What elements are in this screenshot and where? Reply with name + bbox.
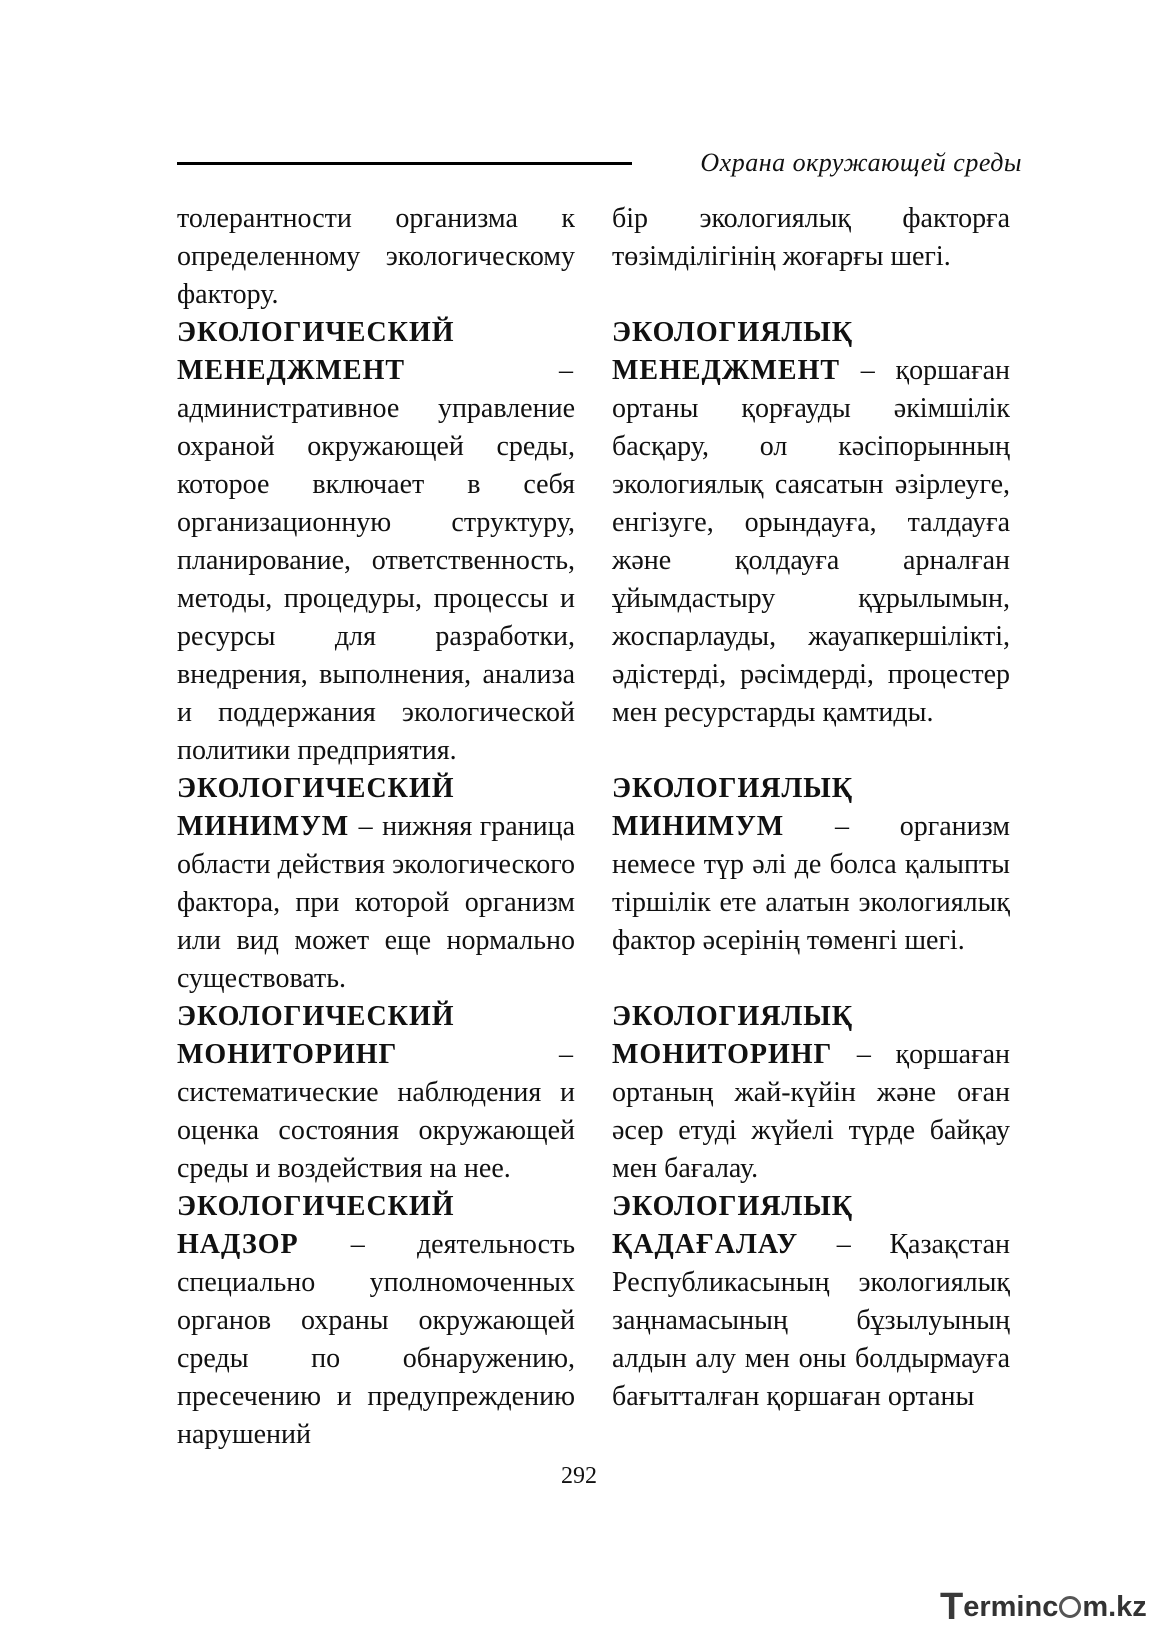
entry-term: ЭКОЛОГИЧЕСКИЙ МЕНЕДЖМЕНТ <box>177 317 455 386</box>
entry-text: систематические наблюдения и оценка состояния окружающей среды и воздействия на нее. <box>177 1077 575 1184</box>
entry-dash: – <box>836 1229 851 1260</box>
entry-text: нижняя граница области действия экологического фактора, при которой организм или вид может еще нормально существовать. <box>177 811 576 994</box>
entry-ecological-monitoring-kz <box>612 998 1010 1188</box>
entry-continuation <box>612 200 1010 276</box>
russian-column <box>177 200 575 1454</box>
entry-ecological-supervision-kz <box>612 1188 1010 1416</box>
kazakh-column <box>612 200 1010 1416</box>
termincom-watermark <box>940 1586 1147 1628</box>
watermark-text-start: erminc <box>963 1591 1059 1623</box>
header-rule <box>177 162 632 165</box>
entry-dash: – <box>834 811 849 842</box>
running-title: Охрана окружающей среды <box>700 148 1022 177</box>
entry-text: бір экологиялық факторға төзімділігінің жоғарғы шегі. <box>612 203 1010 272</box>
entry-term: ЭКОЛОГИЯЛЫҚ МЕНЕДЖМЕНТ <box>612 317 854 386</box>
entry-term: ЭКОЛОГИЯЛЫҚ МИНИМУМ <box>612 773 854 842</box>
entry-text: толерантности организма к определенному экологическому фактору. <box>177 203 575 310</box>
page-number: 292 <box>561 1463 597 1489</box>
entry-text: қоршаған ортаны қорғауды әкімшілік басқару, ол кәсіпорынның экологиялық саясатын әзірлеуге, енгізуге, орындауға, талдауға және қолдауға арналған ұйымдастыру құрылымын, жоспарлауды, жауапкершілікті, әдістерді, рәсімдерді, процестер мен ресурстарды қамтиды. <box>612 355 1011 728</box>
entry-continuation <box>177 200 575 314</box>
entry-text: организм немесе түр әлі де болса қалыпты тіршілік ете алатын экологиялық фактор әсерінің төменгі шегі. <box>612 811 1010 956</box>
entry-term: ЭКОЛОГИЧЕСКИЙ МИНИМУМ <box>177 773 455 842</box>
watermark-o-circle-icon <box>1059 1596 1081 1618</box>
entry-term: ЭКОЛОГИЯЛЫҚ ҚАДАҒАЛАУ <box>612 1191 854 1260</box>
entry-dash: – <box>350 1229 365 1260</box>
entry-dash: – <box>358 811 373 842</box>
entry-ecological-minimum-kz <box>612 770 1010 960</box>
entry-dash: – <box>860 355 875 386</box>
entry-term: ЭКОЛОГИЧЕСКИЙ НАДЗОР <box>177 1191 455 1260</box>
watermark-initial: T <box>940 1586 964 1628</box>
entry-ecological-management-kz <box>612 314 1010 732</box>
entry-dash: – <box>559 355 573 386</box>
entry-ecological-supervision-ru <box>177 1188 575 1454</box>
entry-term: ЭКОЛОГИЧЕСКИЙ МОНИТОРИНГ <box>177 1001 455 1070</box>
entry-text: қоршаған ортаның жай-күйін және оған әсер етуді жүйелі түрде байқау мен бағалау. <box>612 1039 1011 1184</box>
watermark-text-end: m.kz <box>1082 1591 1147 1623</box>
entry-ecological-monitoring-ru <box>177 998 575 1188</box>
entry-text: Қазақстан Республикасының экологиялық заңнамасының бұзылуының алдын алу мен оны болдырмауға бағытталған қоршаған ортаны <box>612 1229 1010 1412</box>
entry-term: ЭКОЛОГИЯЛЫҚ МОНИТОРИНГ <box>612 1001 854 1070</box>
entry-dash: – <box>559 1039 573 1070</box>
entry-ecological-management-ru <box>177 314 575 770</box>
entry-ecological-minimum-ru <box>177 770 575 998</box>
running-header <box>177 148 1022 184</box>
entry-text: деятельность специально уполномоченных органов охраны окружающей среды по обнаружению, пресечению и предупреждению нарушений <box>177 1229 576 1450</box>
entry-dash: – <box>856 1039 871 1070</box>
entry-text: административное управление охраной окружающей среды, которое включает в себя организационную структуру, планирование, ответственность, методы, процедуры, процессы и ресурсы для разработки, внедрения, выполнения, анализа и поддержания экологической политики предприятия. <box>177 393 575 766</box>
